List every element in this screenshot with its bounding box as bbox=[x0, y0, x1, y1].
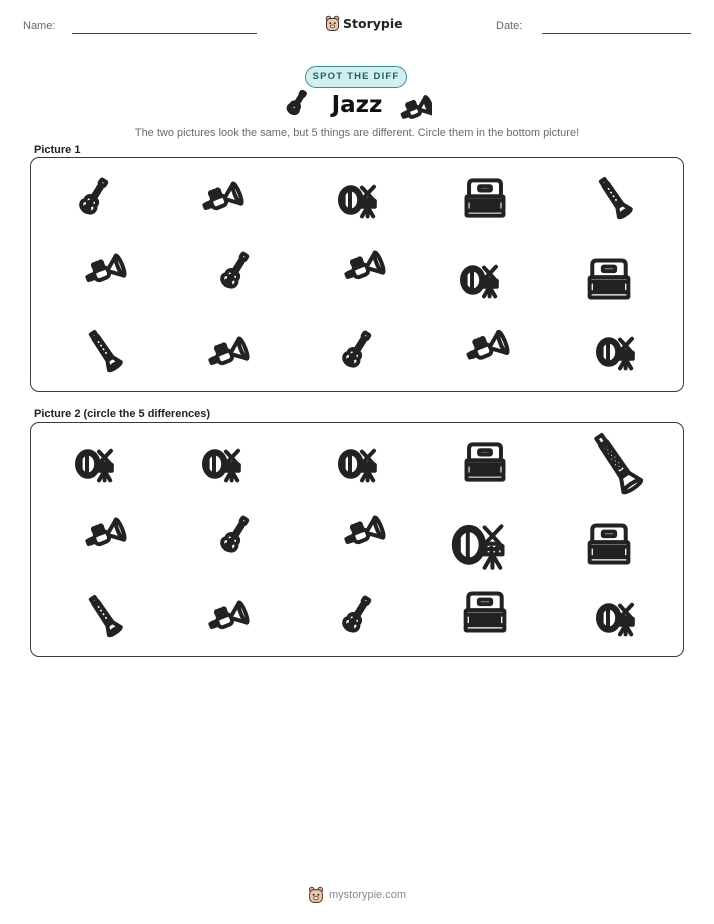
picture-2-piano-icon bbox=[463, 441, 507, 483]
picture-1-trumpet-icon bbox=[202, 332, 252, 372]
drum-drawing bbox=[455, 258, 505, 298]
drum-drawing bbox=[333, 178, 383, 218]
name-line[interactable] bbox=[72, 33, 257, 34]
storypie-mascot-icon bbox=[325, 15, 340, 32]
guitar-drawing bbox=[337, 590, 377, 640]
guitar-drawing bbox=[74, 172, 114, 222]
piano-drawing bbox=[584, 257, 634, 301]
clarinet-drawing bbox=[583, 428, 649, 496]
instructions: The two pictures look the same, but 5 things are different. Circle them in the bottom picture! bbox=[134, 127, 580, 139]
picture-2-drum-icon bbox=[443, 514, 515, 570]
picture-2-piano-icon bbox=[460, 590, 510, 634]
picture-2-drum-icon bbox=[197, 442, 247, 482]
trumpet-drawing bbox=[460, 325, 512, 367]
picture-2-trumpet-icon bbox=[338, 511, 388, 551]
guitar-drawing bbox=[215, 510, 255, 560]
trumpet-drawing bbox=[79, 513, 129, 553]
piano-drawing bbox=[584, 522, 634, 566]
picture-1-guitar-icon bbox=[337, 325, 377, 375]
picture-2-drum-icon bbox=[333, 442, 383, 482]
picture-2-drum-icon bbox=[591, 596, 641, 636]
picture-1-drum-icon bbox=[333, 178, 383, 218]
date-line[interactable] bbox=[542, 33, 691, 34]
piano-drawing bbox=[460, 590, 510, 634]
trumpet-drawing bbox=[400, 92, 432, 124]
storypie-mascot-icon bbox=[308, 886, 324, 904]
picture-1-trumpet-icon bbox=[460, 325, 512, 367]
trumpet-drawing bbox=[79, 249, 129, 289]
trumpet-drawing bbox=[202, 596, 252, 636]
clarinet-drawing bbox=[82, 325, 126, 375]
drum-drawing bbox=[333, 442, 383, 482]
drum-drawing bbox=[591, 596, 641, 636]
brand-name: Storypie bbox=[343, 15, 403, 31]
picture-2-label: Picture 2 (circle the 5 differences) bbox=[34, 408, 211, 420]
picture-2-guitar-icon bbox=[215, 510, 255, 560]
trumpet-drawing bbox=[338, 511, 388, 551]
guitar-drawing bbox=[284, 90, 310, 116]
drum-drawing bbox=[443, 514, 515, 570]
trumpet-drawing bbox=[338, 246, 388, 286]
picture-1-piano-icon bbox=[463, 177, 507, 219]
storypie-logo bbox=[325, 13, 403, 33]
trumpet-drawing bbox=[196, 177, 246, 217]
picture-2-guitar-icon bbox=[337, 590, 377, 640]
picture-1-drum-icon bbox=[455, 258, 505, 298]
picture-2-trumpet-icon bbox=[79, 513, 129, 553]
picture-1-trumpet-icon bbox=[338, 246, 388, 286]
name-label: Name: bbox=[23, 20, 56, 32]
picture-1-clarinet-icon bbox=[592, 172, 636, 222]
picture-1-piano-icon bbox=[584, 257, 634, 301]
footer bbox=[308, 884, 406, 906]
picture-2-drum-icon bbox=[70, 442, 120, 482]
picture-1-drum-icon bbox=[591, 330, 641, 370]
picture-2-piano-icon bbox=[584, 522, 634, 566]
page-title: Jazz bbox=[331, 92, 383, 118]
piano-drawing bbox=[463, 441, 507, 483]
picture-2-clarinet-icon bbox=[583, 428, 649, 496]
drum-drawing bbox=[70, 442, 120, 482]
title-trumpet-icon bbox=[400, 92, 432, 118]
picture-1-label: Picture 1 bbox=[34, 144, 81, 156]
title-guitar-icon bbox=[284, 90, 310, 122]
picture-1-trumpet-icon bbox=[79, 249, 129, 289]
picture-1-clarinet-icon bbox=[82, 325, 126, 375]
picture-1-guitar-icon bbox=[215, 246, 255, 296]
picture-2-trumpet-icon bbox=[202, 596, 252, 636]
clarinet-drawing bbox=[82, 590, 126, 640]
drum-drawing bbox=[197, 442, 247, 482]
drum-drawing bbox=[591, 330, 641, 370]
piano-drawing bbox=[463, 177, 507, 219]
picture-2-clarinet-icon bbox=[82, 590, 126, 640]
guitar-drawing bbox=[337, 325, 377, 375]
picture-1-trumpet-icon bbox=[196, 177, 246, 217]
spot-the-diff-badge: SPOT THE DIFF bbox=[305, 66, 407, 88]
date-label: Date: bbox=[496, 20, 523, 32]
trumpet-drawing bbox=[202, 332, 252, 372]
guitar-drawing bbox=[215, 246, 255, 296]
clarinet-drawing bbox=[592, 172, 636, 222]
footer-site-link[interactable]: mystorypie.com bbox=[329, 889, 407, 901]
picture-1-guitar-icon bbox=[74, 172, 114, 222]
